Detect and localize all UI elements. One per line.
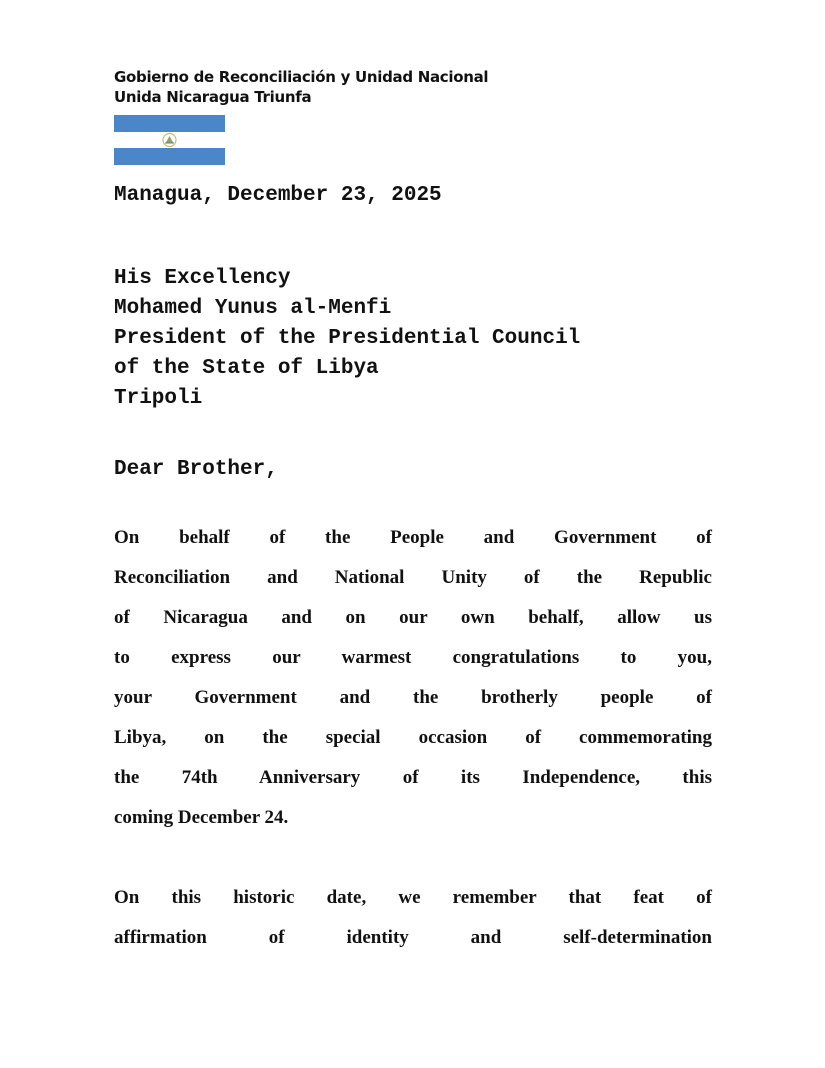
recipient-line: Mohamed Yunus al-Menfi: [114, 297, 392, 320]
paragraph-line: the 74th Anniversary of its Independence, this: [114, 767, 712, 788]
paragraph-line: On this historic date, we remember that feat of: [114, 887, 712, 908]
recipient-line: of the State of Libya: [114, 357, 379, 380]
letterhead-slogan: Unida Nicaragua Triunfa: [114, 88, 312, 106]
paragraph-line: Libya, on the special occasion of commemorating: [114, 727, 712, 748]
paragraph-line: your Government and the brotherly people of: [114, 687, 712, 708]
recipient-line: Tripoli: [114, 387, 203, 410]
salutation: Dear Brother,: [114, 458, 278, 481]
paragraph-line: Reconciliation and National Unity of the Republic: [114, 567, 712, 588]
letterhead: [114, 67, 488, 107]
recipient-line: President of the Presidential Council: [114, 327, 581, 350]
recipient-line: His Excellency: [114, 267, 291, 290]
paragraph-line: affirmation of identity and self-determination: [114, 927, 712, 948]
nicaragua-flag-icon: [114, 115, 225, 165]
letter-date: Managua, December 23, 2025: [114, 184, 442, 207]
letterhead-government-name: Gobierno de Reconciliación y Unidad Nacional: [114, 68, 489, 86]
paragraph-line: to express our warmest congratulations to you,: [114, 647, 712, 668]
paragraph-line: coming December 24.: [114, 807, 289, 828]
recipient-block: [114, 264, 580, 414]
body-paragraph-2: [114, 878, 712, 958]
paragraph-line: On behalf of the People and Government of: [114, 527, 712, 548]
body-paragraph-1: [114, 518, 712, 838]
paragraph-line: of Nicaragua and on our own behalf, allow us: [114, 607, 712, 628]
